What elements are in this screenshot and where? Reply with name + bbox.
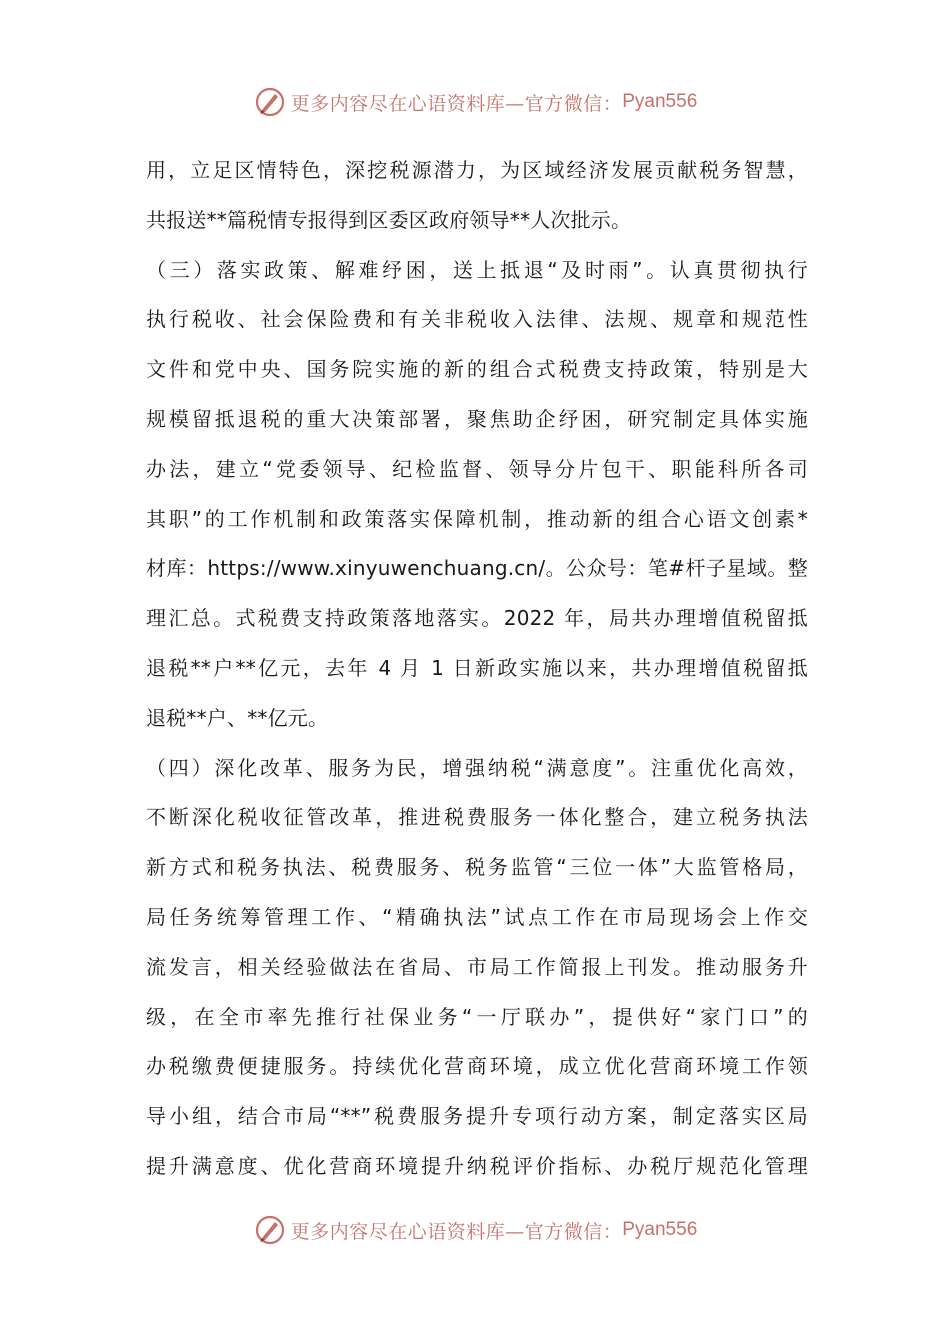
text-line: 流发言，相关经验做法在省局、市局工作简报上刊发。推动服务升 [146, 954, 808, 979]
text-line: 理汇总。式税费支持政策落地落实。2022 年，局共办理增值税留抵 [146, 606, 808, 631]
document-body [146, 146, 808, 1192]
text-line: 材库：https://www.xinyuwenchuang.cn/。公众号：笔#杆子星域。整 [146, 556, 808, 581]
text-line: 办税缴费便捷服务。持续优化营商环境，成立优化营商环境工作领 [146, 1054, 808, 1079]
banner-contact: Pyan556 [622, 1219, 698, 1240]
text-line: （三）落实政策、解难纾困，送上抵退“及时雨”。认真贯彻执行 [146, 257, 808, 282]
text-line: （四）深化改革、服务为民，增强纳税“满意度”。注重优化高效， [146, 755, 808, 780]
text-line: 导小组，结合市局“**”税费服务提升专项行动方案，制定落实区局 [146, 1104, 808, 1129]
text-line: 规模留抵退税的重大决策部署，聚焦助企纾困，研究制定具体实施 [146, 406, 808, 431]
text-line: 不断深化税收征管改革，推进税费服务一体化整合，建立税务执法 [146, 805, 808, 830]
text-line: 用，立足区情特色，深挖税源潜力，为区域经济发展贡献税务智慧， [146, 158, 808, 182]
text-line: 办法，建立“党委领导、纪检监督、领导分片包干、职能科所各司 [146, 456, 808, 481]
text-line: 局任务统筹管理工作、“精确执法”试点工作在市局现场会上作交 [146, 904, 808, 929]
header-watermark-banner [0, 82, 950, 122]
text-line: 退税**户、**亿元。 [146, 705, 329, 730]
pen-logo-icon [253, 85, 287, 119]
banner-contact: Pyan556 [622, 91, 698, 112]
text-line: 级，在全市率先推行社保业务“一厅联办”，提供好“家门口”的 [146, 1004, 808, 1029]
banner-text: 更多内容尽在心语资料库—官方微信： [290, 92, 623, 115]
footer-watermark-banner [0, 1210, 950, 1250]
text-line: 执行税收、社会保险费和有关非税收入法律、法规、规章和规范性 [146, 307, 808, 332]
pen-logo-icon [253, 1213, 287, 1247]
text-line: 提升满意度、优化营商环境提升纳税评价指标、办税厅规范化管理 [146, 1153, 808, 1178]
text-line: 文件和党中央、国务院实施的新的组合式税费支持政策，特别是大 [146, 357, 808, 382]
banner-text: 更多内容尽在心语资料库—官方微信： [290, 1220, 623, 1243]
text-line: 新方式和税务执法、税费服务、税务监管“三位一体”大监管格局， [146, 855, 808, 880]
text-line: 退税**户**亿元，去年 4 月 1 日新政实施以来，共办理增值税留抵 [146, 655, 808, 680]
text-line: 共报送**篇税情专报得到区委区政府领导**人次批示。 [146, 207, 632, 232]
text-line: 其职”的工作机制和政策落实保障机制，推动新的组合心语文创素* [146, 506, 808, 531]
